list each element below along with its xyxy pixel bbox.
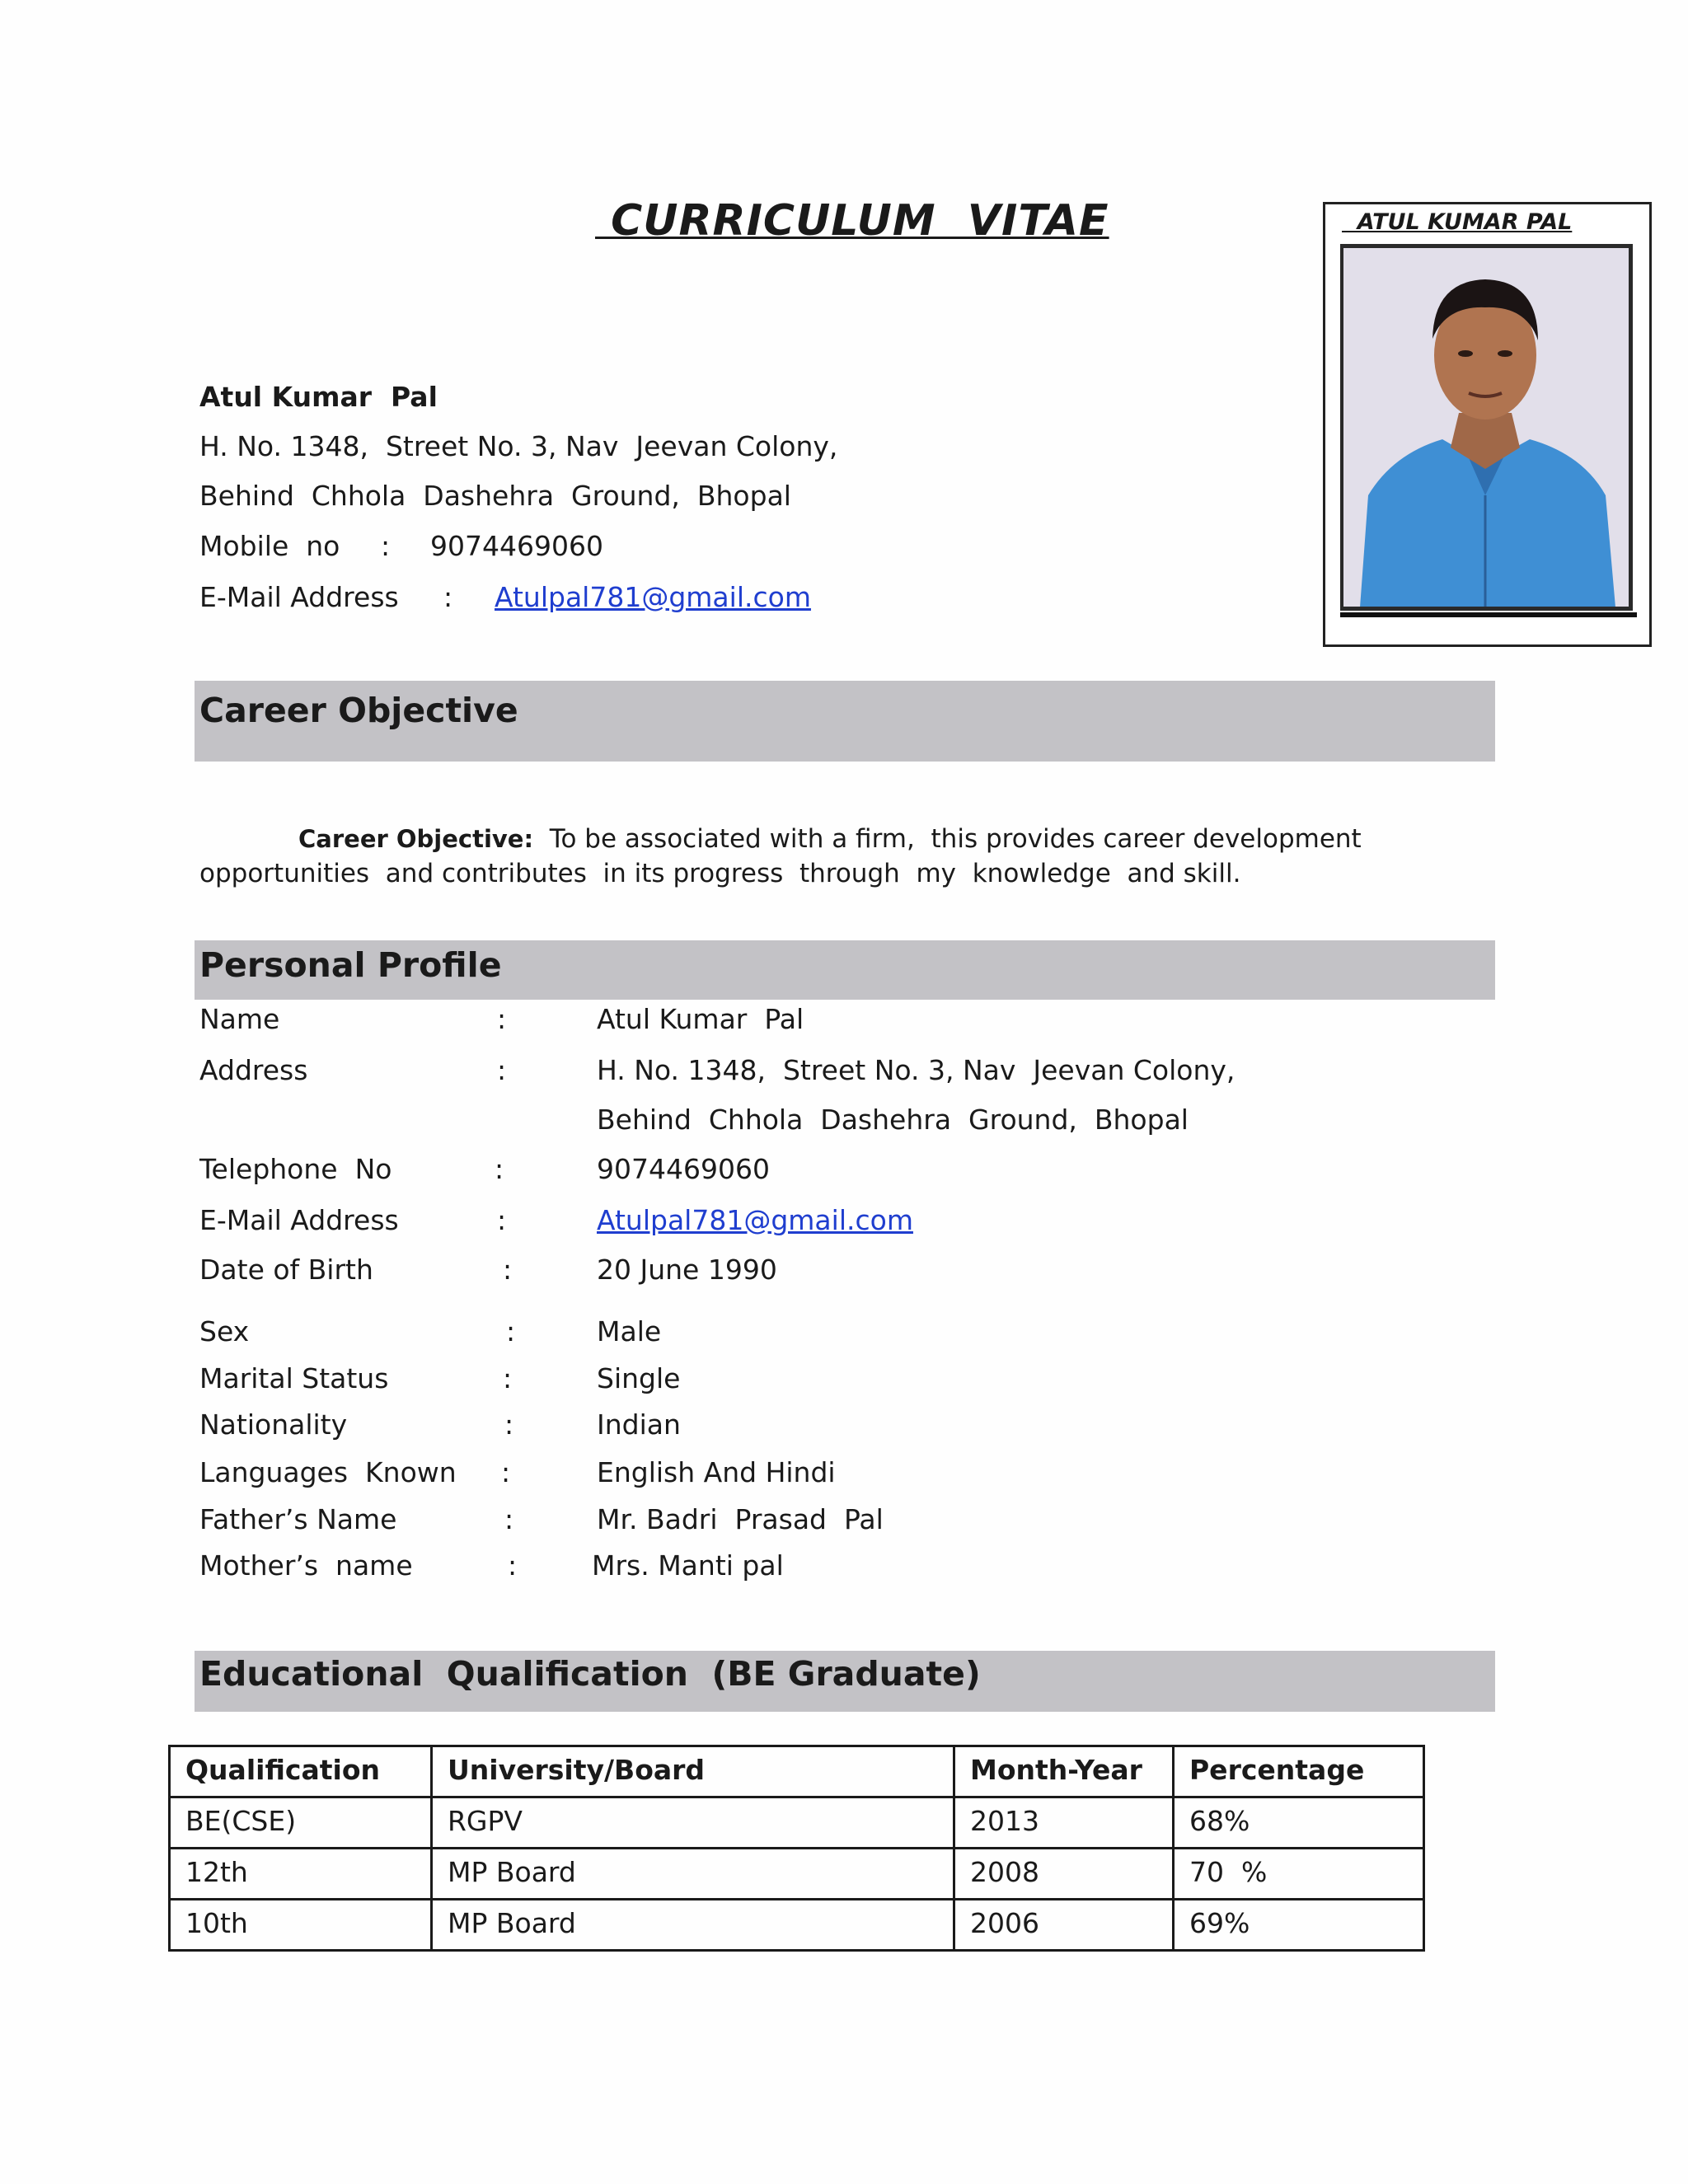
mobile-colon: : (381, 530, 391, 562)
table-cell: 68% (1174, 1797, 1424, 1849)
profile-section-header (195, 940, 1495, 1000)
table-row (170, 1849, 1424, 1900)
table-cell: MP Board (432, 1849, 954, 1900)
education-section-title: Educational Qualification (BE Graduate) (199, 1654, 981, 1694)
career-section-header (195, 681, 1495, 762)
photo-caption: ATUL KUMAR PAL (1342, 209, 1573, 235)
profile-label: E-Mail Address (199, 1204, 399, 1236)
profile-label: Sex (199, 1315, 250, 1347)
profile-email-link[interactable]: Atulpal781@gmail.com (597, 1204, 913, 1236)
table-cell: 2006 (954, 1900, 1174, 1951)
career-objective-text-line1: To be associated with a firm, this provides career development (549, 824, 1362, 854)
profile-label: Mother’s name (199, 1549, 413, 1582)
table-cell: MP Board (432, 1900, 954, 1951)
email-label: E-Mail Address (199, 581, 399, 613)
education-table (168, 1745, 1425, 1952)
profile-label: Telephone No (199, 1153, 392, 1185)
table-cell: BE(CSE) (170, 1797, 432, 1849)
email-link[interactable]: Atulpal781@gmail.com (495, 581, 811, 613)
career-section-title: Career Objective (199, 691, 518, 730)
profile-colon: : (503, 1254, 513, 1286)
profile-value: Behind Chhola Dashehra Ground, Bhopal (597, 1104, 1189, 1136)
career-objective-line1 (298, 824, 1362, 854)
profile-label: Name (199, 1003, 280, 1035)
profile-photo (1340, 244, 1633, 611)
career-objective-text-line2: opportunities and contributes in its progress through my knowledge and skill. (199, 859, 1241, 888)
profile-colon: : (501, 1456, 511, 1488)
column-header: Month-Year (954, 1746, 1174, 1797)
table-cell: 69% (1174, 1900, 1424, 1951)
profile-colon: : (504, 1503, 514, 1535)
table-cell: 10th (170, 1900, 432, 1951)
education-section-header (195, 1651, 1495, 1712)
table-cell: 70 % (1174, 1849, 1424, 1900)
column-header: Qualification (170, 1746, 432, 1797)
table-cell: 2008 (954, 1849, 1174, 1900)
table-cell: 12th (170, 1849, 432, 1900)
profile-label: Languages Known (199, 1456, 457, 1488)
profile-colon: : (503, 1362, 513, 1394)
mobile-label: Mobile no (199, 530, 340, 562)
table-header-row (170, 1746, 1424, 1797)
profile-value: Mr. Badri Prasad Pal (597, 1503, 884, 1535)
header-address-line2: Behind Chhola Dashehra Ground, Bhopal (199, 480, 791, 512)
profile-label: Address (199, 1054, 308, 1086)
column-header: Percentage (1174, 1746, 1424, 1797)
photo-box (1323, 202, 1652, 647)
profile-value: 20 June 1990 (597, 1254, 777, 1286)
profile-value: English And Hindi (597, 1456, 836, 1488)
header-address-line1: H. No. 1348, Street No. 3, Nav Jeevan Colony, (199, 430, 838, 462)
column-header: University/Board (432, 1746, 954, 1797)
profile-label: Marital Status (199, 1362, 389, 1394)
table-row (170, 1900, 1424, 1951)
profile-label: Nationality (199, 1408, 348, 1441)
profile-value: Mrs. Manti pal (592, 1549, 784, 1582)
email-colon: : (443, 581, 453, 613)
profile-value: Single (597, 1362, 681, 1394)
profile-colon: : (506, 1315, 516, 1347)
mobile-value: 9074469060 (430, 530, 603, 562)
profile-value: 9074469060 (597, 1153, 770, 1185)
profile-value: H. No. 1348, Street No. 3, Nav Jeevan Colony, (597, 1054, 1236, 1086)
profile-colon: : (504, 1408, 514, 1441)
profile-colon: : (497, 1204, 507, 1236)
profile-label: Date of Birth (199, 1254, 373, 1286)
photo-underline (1340, 612, 1637, 617)
profile-colon: : (495, 1153, 504, 1185)
table-cell: 2013 (954, 1797, 1174, 1849)
profile-value: Atul Kumar Pal (597, 1003, 804, 1035)
table-cell: RGPV (432, 1797, 954, 1849)
profile-value: Indian (597, 1408, 681, 1441)
profile-colon: : (497, 1054, 507, 1086)
table-row (170, 1797, 1424, 1849)
profile-value: Male (597, 1315, 662, 1347)
profile-colon: : (508, 1549, 518, 1582)
header-name: Atul Kumar Pal (199, 381, 438, 413)
career-objective-label: Career Objective: (298, 825, 534, 853)
profile-section-title: Personal Profile (199, 945, 502, 985)
document-title: CURRICULUM VITAE (595, 196, 1109, 246)
profile-label: Father’s Name (199, 1503, 397, 1535)
profile-colon: : (497, 1003, 507, 1035)
